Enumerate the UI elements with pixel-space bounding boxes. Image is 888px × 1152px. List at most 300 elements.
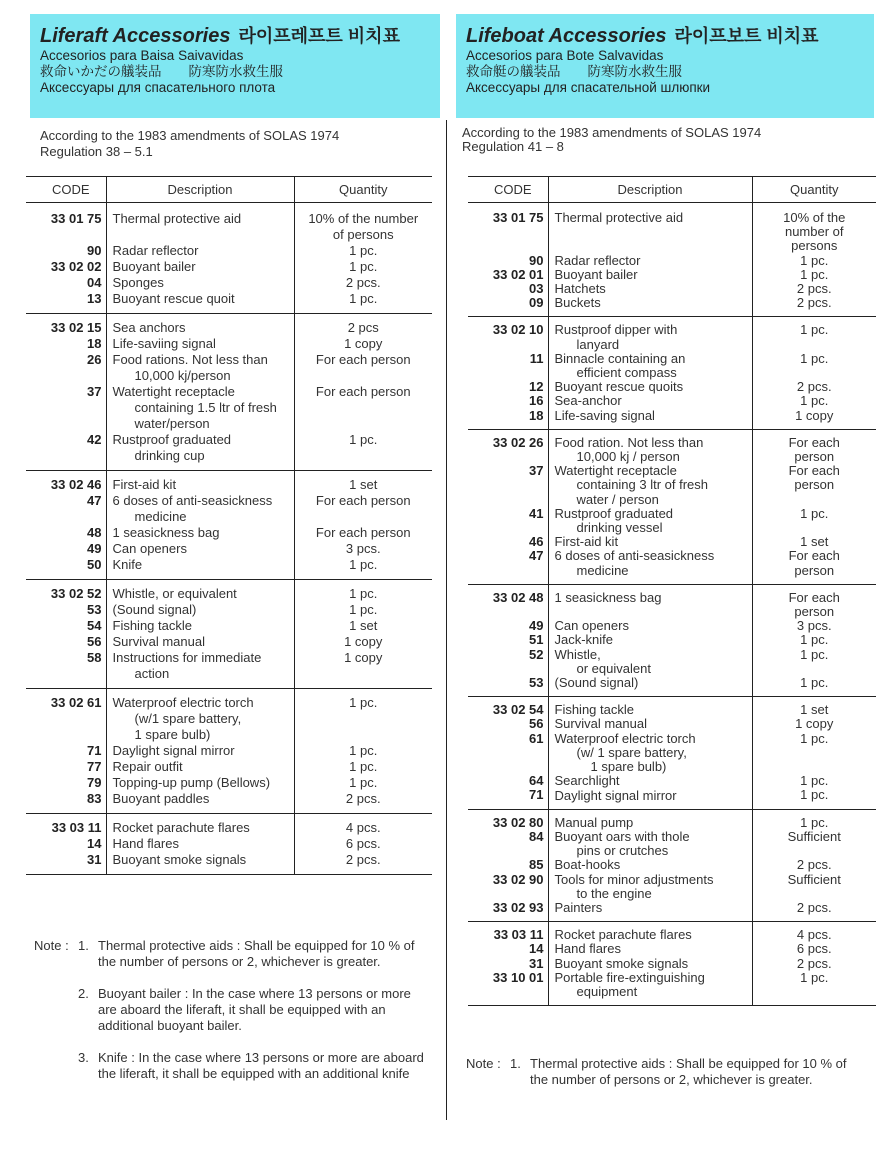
qty-text: number of [784, 224, 844, 240]
desc-text: 6 doses of anti-seasickness [554, 548, 715, 564]
code-text: 33 01 75 [492, 210, 544, 225]
code-text: 84 [529, 828, 544, 844]
code-text: 56 [87, 634, 102, 649]
liferaft-table [26, 176, 432, 875]
column-divider [446, 120, 447, 1120]
code-cell [26, 814, 106, 875]
liferaft-title: Liferaft Accessories 라이프레프트 비치표 [40, 25, 400, 47]
desc-text: equipment [576, 983, 638, 999]
code-text [468, 605, 544, 619]
table-row [468, 697, 876, 809]
qty-text: For each [788, 434, 840, 450]
desc-text: Life-saviing signal [112, 336, 216, 351]
qty-text: 1 pc. [349, 586, 378, 601]
code-text [468, 564, 544, 578]
desc-text: Buoyant rescue quoits [554, 379, 684, 395]
column-header-description: Description [106, 177, 294, 203]
qty-text: 1 pc. [349, 602, 378, 617]
desc-text: Searchlight [554, 773, 620, 789]
code-text [26, 509, 102, 525]
quantity-cell [294, 314, 432, 471]
liferaft-subtitle-es: Accesorios para Baisa Saivavidas [40, 48, 244, 63]
lifeboat-title: Lifeboat Accessories 라이프보트 비치표 [466, 25, 819, 47]
column-header-quantity: Quantity [752, 177, 876, 203]
desc-text: efficient compass [576, 365, 677, 381]
quantity-cell [294, 203, 432, 314]
desc-text: containing 1.5 ltr of fresh [134, 400, 277, 415]
table-row [26, 471, 432, 580]
code-text [468, 887, 544, 901]
code-cell [468, 429, 548, 584]
table-header-row [26, 177, 432, 203]
qty-text: 1 copy [344, 336, 383, 351]
qty-text: 1 set [349, 477, 378, 492]
code-text [26, 666, 102, 682]
code-text: 54 [87, 618, 102, 633]
code-text: 51 [529, 632, 544, 648]
desc-text: Fishing tackle [112, 618, 192, 633]
code-text [468, 844, 544, 858]
quantity-cell [752, 429, 876, 584]
qty-text: For each [788, 548, 840, 564]
qty-text: 1 pc. [349, 759, 378, 774]
code-cell [468, 317, 548, 429]
quantity-cell [752, 584, 876, 696]
qty-text: 1 pc. [800, 675, 829, 691]
desc-text: 1 seasickness bag [554, 589, 662, 605]
qty-text [753, 760, 877, 774]
note-text: Knife : In the case where 13 persons or more are aboard the liferaft, it shall be equipped with an additional knife [98, 1050, 424, 1081]
code-text [468, 478, 544, 492]
code-text [468, 760, 544, 774]
desc-text: Buckets [554, 295, 601, 311]
qty-text: 1 pc. [349, 291, 378, 306]
qty-text: 1 pc. [349, 432, 378, 447]
liferaft-subtitle-ru: Аксессуары для спасательного плота [40, 80, 276, 95]
desc-text: drinking vessel [576, 520, 663, 536]
qty-text: 1 pc. [800, 646, 829, 662]
qty-text [753, 887, 877, 901]
quantity-cell [752, 203, 876, 317]
code-text [26, 727, 102, 743]
qty-text: persons [791, 238, 838, 254]
desc-text: Thermal protective aid [112, 211, 242, 226]
qty-text: 1 pc. [800, 814, 829, 830]
code-text [468, 338, 544, 352]
desc-text: water/person [134, 416, 210, 431]
qty-text: 4 pcs. [345, 820, 381, 835]
table-row [26, 203, 432, 314]
desc-text: Radar reflector [112, 243, 199, 258]
code-text: 56 [529, 716, 544, 732]
desc-text: Radar reflector [554, 252, 641, 268]
qty-text: 1 pc. [800, 969, 829, 985]
code-cell [468, 203, 548, 317]
code-text: 13 [87, 291, 102, 306]
desc-text: Watertight receptacle [554, 463, 677, 479]
qty-text: 1 copy [795, 407, 834, 423]
qty-text: person [794, 477, 835, 493]
table-row [26, 814, 432, 875]
quantity-cell [294, 580, 432, 689]
lifeboat-regulation: According to the 1983 amendments of SOLAS 1974 Regulation 41 – 8 [462, 125, 762, 155]
qty-text [295, 727, 433, 743]
table-row [26, 689, 432, 814]
code-text [468, 493, 544, 507]
desc-text: (w/1 spare battery, [134, 711, 242, 726]
desc-text: drinking cup [134, 448, 205, 463]
table-row [468, 584, 876, 696]
code-text: 85 [529, 857, 544, 873]
qty-text: 2 pcs. [345, 275, 381, 290]
desc-text: Food rations. Not less than [112, 352, 268, 367]
desc-text: 10,000 kj/person [134, 368, 231, 383]
code-text: 79 [87, 775, 102, 790]
note-item [34, 1050, 424, 1082]
note-num: 1. [510, 1056, 521, 1071]
qty-text: Sufficient [787, 871, 841, 887]
desc-text [555, 225, 752, 239]
code-text: 33 02 80 [492, 814, 544, 830]
qty-text [753, 662, 877, 676]
desc-text: Waterproof electric torch [554, 730, 696, 746]
qty-text: Sufficient [787, 828, 841, 844]
desc-text: to the engine [576, 885, 652, 901]
desc-text: lanyard [576, 336, 620, 352]
note-item [466, 1056, 866, 1088]
code-text: 33 02 93 [492, 899, 544, 915]
code-text [468, 746, 544, 760]
code-text [26, 227, 102, 243]
qty-text [295, 448, 433, 464]
qty-text: 10% of the [783, 210, 846, 225]
qty-text: 1 set [800, 534, 829, 550]
description-cell [106, 580, 294, 689]
desc-text: Portable fire-extinguishing [554, 969, 705, 985]
note-text: Buoyant bailer : In the case where 13 persons or more are aboard the liferaft, it shall be equipped with an additional buoyant bailer. [98, 986, 411, 1033]
code-text: 49 [87, 541, 102, 556]
desc-text: Rocket parachute flares [112, 820, 250, 835]
note-num: 1. [78, 938, 89, 953]
qty-text: For each [788, 463, 840, 479]
code-text: 58 [87, 650, 102, 665]
description-cell [548, 809, 752, 921]
qty-text [753, 493, 877, 507]
code-text: 33 02 48 [492, 589, 544, 605]
qty-text: 1 pc. [800, 505, 829, 521]
code-text: 12 [529, 379, 544, 395]
code-text: 33 03 11 [51, 820, 102, 835]
desc-text: Buoyant bailer [554, 266, 638, 282]
qty-text: For each person [315, 525, 411, 540]
code-text: 61 [529, 730, 544, 746]
desc-text: Food ration. Not less than [554, 434, 704, 450]
code-text: 18 [529, 407, 544, 423]
desc-text: Waterproof electric torch [112, 695, 254, 710]
lifeboat-subtitle-es: Accesorios para Bote Salvavidas [466, 48, 664, 63]
desc-text: Survival manual [554, 716, 647, 732]
code-text [26, 368, 102, 384]
table-row [468, 203, 876, 317]
code-text: 90 [529, 252, 544, 268]
quantity-cell [294, 814, 432, 875]
qty-text: 1 pc. [349, 243, 378, 258]
desc-text: Painters [554, 899, 603, 915]
desc-text: Topping-up pump (Bellows) [112, 775, 271, 790]
qty-text: 1 pc. [800, 393, 829, 409]
code-text: 52 [529, 646, 544, 662]
qty-text [295, 368, 433, 384]
code-text [468, 450, 544, 464]
code-cell [26, 314, 106, 471]
qty-text: 1 pc. [800, 322, 829, 338]
code-text: 33 02 01 [492, 266, 544, 282]
qty-text: 1 copy [795, 716, 834, 732]
note-text: Thermal protective aids : Shall be equipped for 10 % of the number of persons or 2, whichever is greater. [530, 1056, 847, 1087]
liferaft-regulation: According to the 1983 amendments of SOLAS 1974 Regulation 38 – 5.1 [40, 128, 340, 159]
desc-text: water / person [576, 491, 659, 507]
code-text: 46 [529, 534, 544, 550]
code-text [468, 521, 544, 535]
code-cell [468, 697, 548, 809]
code-cell [468, 584, 548, 696]
desc-text: Whistle, [554, 646, 601, 662]
desc-text: Can openers [112, 541, 187, 556]
desc-text: Jack-knife [554, 632, 614, 648]
lifeboat-header [456, 14, 874, 118]
description-cell [548, 203, 752, 317]
code-text: 16 [529, 393, 544, 409]
code-text: 33 02 46 [50, 477, 102, 492]
liferaft-subtitle-ja: 救命いかだの艤装品 防寒防水救生服 [40, 64, 283, 79]
desc-text: Tools for minor adjustments [554, 871, 714, 887]
qty-text: 6 pcs. [345, 836, 381, 851]
code-text: 37 [529, 463, 544, 479]
code-text [26, 711, 102, 727]
code-text: 71 [87, 743, 102, 758]
code-text: 31 [529, 955, 544, 971]
note-text: Thermal protective aids : Shall be equipped for 10 % of the number of persons or 2, whichever is greater. [98, 938, 415, 969]
desc-text: action [134, 666, 170, 681]
code-text: 33 01 75 [50, 211, 102, 226]
code-text: 33 02 52 [50, 586, 102, 601]
qty-text: 1 pc. [800, 730, 829, 746]
desc-text: Daylight signal mirror [112, 743, 235, 758]
desc-text: (w/ 1 spare battery, [576, 744, 687, 760]
desc-text: Buoyant oars with thole [554, 828, 690, 844]
desc-text: Boat-hooks [554, 857, 621, 873]
desc-text [555, 239, 752, 253]
qty-text: 3 pcs. [345, 541, 381, 556]
desc-text: Whistle, or equivalent [112, 586, 237, 601]
description-cell [548, 429, 752, 584]
note-label: Note : [466, 1056, 501, 1071]
code-text: 14 [529, 941, 544, 957]
code-text: 64 [529, 773, 544, 789]
code-text: 33 03 11 [493, 927, 544, 943]
code-text [468, 225, 544, 239]
desc-text: Thermal protective aid [554, 210, 684, 225]
table-header-row [468, 177, 876, 203]
qty-text: 1 set [349, 618, 378, 633]
qty-text: 1 pc. [800, 266, 829, 282]
qty-text [295, 416, 433, 432]
column-header-code: CODE [26, 177, 106, 203]
code-text: 47 [529, 548, 544, 564]
qty-text: 2 pcs. [796, 857, 832, 873]
desc-text: Hatchets [554, 280, 606, 296]
qty-text: 2 pcs. [796, 899, 832, 915]
desc-text: Binnacle containing an [554, 350, 686, 366]
code-text [468, 985, 544, 999]
code-text: 53 [87, 602, 102, 617]
qty-text [753, 746, 877, 760]
qty-text: 1 pc. [800, 350, 829, 366]
code-text: 33 02 15 [50, 320, 102, 335]
column-header-description: Description [548, 177, 752, 203]
quantity-cell [752, 922, 876, 1006]
desc-text: Fishing tackle [554, 702, 634, 718]
desc-text: Rustproof graduated [554, 505, 674, 521]
lifeboat-subtitle-ja: 救命艇の艤装品 防寒防水救生服 [466, 64, 682, 79]
quantity-cell [752, 317, 876, 429]
desc-text: 1 spare bulb) [134, 727, 211, 742]
qty-text [295, 666, 433, 682]
lifeboat-notes [466, 1056, 866, 1104]
table-row [468, 922, 876, 1006]
quantity-cell [294, 471, 432, 580]
table-row [26, 580, 432, 689]
table-row [468, 429, 876, 584]
column-header-quantity: Quantity [294, 177, 432, 203]
code-cell [468, 809, 548, 921]
description-cell [106, 471, 294, 580]
code-text: 77 [87, 759, 102, 774]
desc-text: Sea-anchor [554, 393, 622, 409]
qty-text: 1 pc. [800, 787, 829, 803]
code-text: 14 [87, 836, 102, 851]
code-text [26, 400, 102, 416]
desc-text: Survival manual [112, 634, 205, 649]
desc-text: (Sound signal) [112, 602, 197, 617]
desc-text: 6 doses of anti-seasickness [112, 493, 273, 508]
desc-text: medicine [134, 509, 187, 524]
desc-text: Rocket parachute flares [554, 927, 692, 943]
desc-text: Sea anchors [112, 320, 186, 335]
qty-text: 1 pc. [800, 252, 829, 268]
desc-text: Buoyant smoke signals [112, 852, 247, 867]
qty-text: 2 pcs. [796, 281, 832, 297]
code-text: 26 [87, 352, 102, 367]
code-text: 33 02 26 [492, 434, 544, 450]
description-cell [548, 317, 752, 429]
code-text: 37 [87, 384, 102, 399]
desc-text: medicine [576, 562, 629, 578]
desc-text: Life-saving signal [554, 407, 655, 423]
code-text: 49 [529, 618, 544, 634]
code-text [468, 662, 544, 676]
desc-text: 10,000 kj / person [576, 449, 680, 465]
desc-text: Buoyant smoke signals [554, 955, 689, 971]
code-text: 41 [529, 505, 544, 521]
desc-text: Knife [112, 557, 143, 572]
desc-text: containing 3 ltr of fresh [576, 477, 709, 493]
qty-text: of persons [332, 227, 394, 242]
qty-text: 1 pc. [800, 773, 829, 789]
qty-text: 4 pcs. [796, 927, 832, 943]
qty-text: 2 pcs. [796, 379, 832, 395]
code-text: 03 [529, 280, 544, 296]
qty-text: 1 set [800, 702, 829, 718]
code-text: 18 [87, 336, 102, 351]
desc-text: or equivalent [576, 660, 651, 676]
qty-text: 1 pc. [349, 259, 378, 274]
desc-text: Sponges [112, 275, 164, 290]
qty-text [295, 400, 433, 416]
code-text: 31 [87, 852, 102, 867]
quantity-cell [752, 697, 876, 809]
code-text: 90 [87, 243, 102, 258]
code-text: 33 02 90 [492, 871, 544, 887]
qty-text [753, 338, 877, 352]
desc-text: Buoyant paddles [112, 791, 210, 806]
qty-text: 2 pcs. [345, 791, 381, 806]
code-text: 50 [87, 557, 102, 572]
lifeboat-subtitle-ru: Аксессуары для спасательной шлюпки [466, 80, 711, 95]
description-cell [106, 314, 294, 471]
description-cell [548, 922, 752, 1006]
qty-text: 1 pc. [349, 743, 378, 758]
desc-text: Rustproof dipper with [554, 322, 678, 338]
qty-text: 6 pcs. [796, 941, 832, 957]
description-cell [106, 814, 294, 875]
desc-text: (Sound signal) [554, 675, 639, 691]
qty-text: For each person [315, 493, 411, 508]
code-cell [26, 203, 106, 314]
note-label: Note : [34, 938, 69, 953]
code-text: 11 [529, 350, 544, 366]
desc-text [113, 227, 294, 243]
code-text: 33 02 61 [50, 695, 102, 710]
qty-text: 1 pc. [349, 775, 378, 790]
qty-text: For each person [315, 384, 411, 399]
desc-text: First-aid kit [554, 534, 619, 550]
description-cell [106, 689, 294, 814]
desc-text [555, 605, 752, 619]
desc-text: pins or crutches [576, 843, 669, 859]
qty-text [295, 509, 433, 525]
code-text: 33 02 10 [492, 322, 544, 338]
code-text: 83 [87, 791, 102, 806]
code-text [26, 416, 102, 432]
qty-text: 1 copy [344, 650, 383, 665]
qty-text: 1 pc. [349, 695, 378, 710]
qty-text: person [794, 562, 835, 578]
code-cell [26, 471, 106, 580]
qty-text: 2 pcs. [796, 295, 832, 311]
qty-text [753, 844, 877, 858]
liferaft-notes [34, 938, 424, 1098]
quantity-cell [294, 689, 432, 814]
description-cell [106, 203, 294, 314]
desc-text: Hand flares [112, 836, 179, 851]
qty-text: 1 pc. [349, 557, 378, 572]
desc-text: Watertight receptacle [112, 384, 235, 399]
qty-text: person [794, 449, 835, 465]
desc-text: Repair outfit [112, 759, 183, 774]
desc-text: Rustproof graduated [112, 432, 232, 447]
desc-text: Buoyant rescue quoit [112, 291, 235, 306]
